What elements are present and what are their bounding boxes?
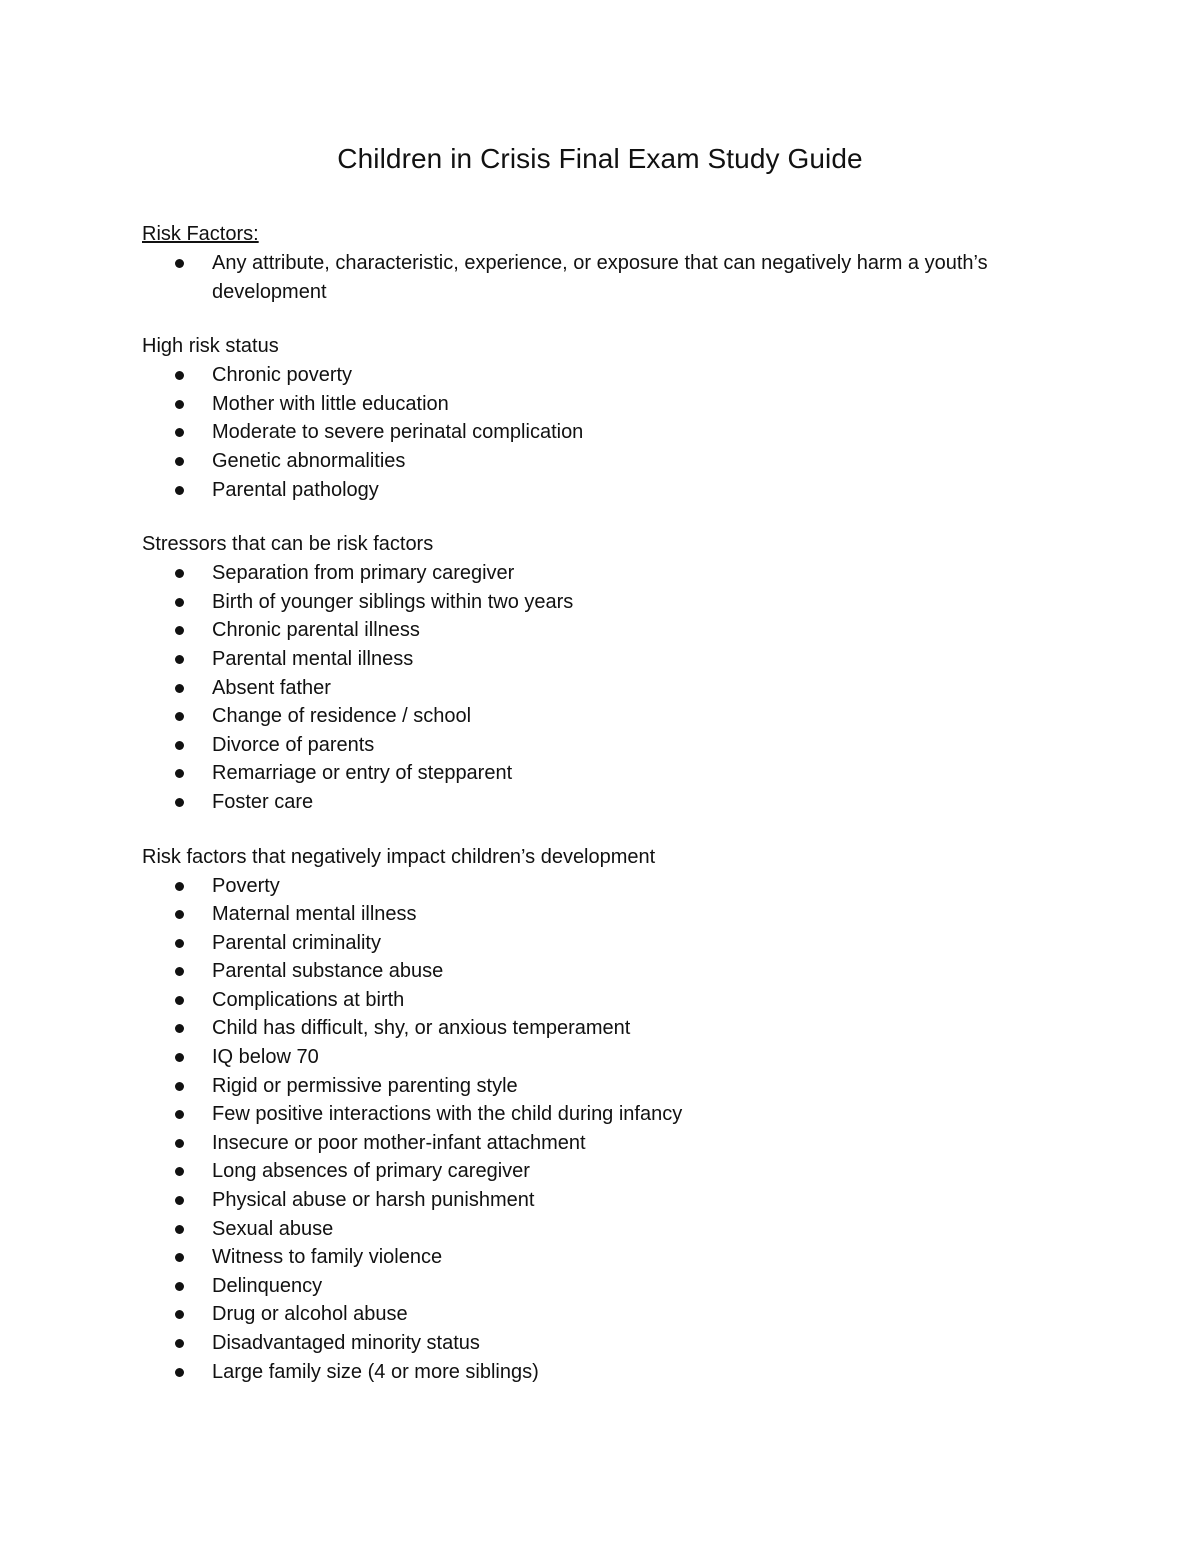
- list-item: [142, 1272, 1082, 1301]
- list-item: [142, 1157, 1082, 1186]
- list-item-text: Chronic poverty: [212, 364, 353, 387]
- bullet-list: [142, 559, 1082, 816]
- bullet-icon: [175, 1196, 184, 1205]
- list-item: [142, 1243, 1082, 1272]
- bullet-icon: [175, 1139, 184, 1148]
- bullet-icon: [175, 428, 184, 437]
- list-item: [142, 1300, 1082, 1329]
- list-item: [142, 1329, 1082, 1358]
- list-item-text: Rigid or permissive parenting style: [212, 1074, 518, 1097]
- bullet-icon: [175, 457, 184, 466]
- list-item: [142, 447, 1082, 476]
- bullet-icon: [175, 996, 184, 1005]
- list-item: [142, 788, 1082, 817]
- list-item-text: Mother with little education: [212, 392, 449, 415]
- list-item-text: Absent father: [212, 676, 331, 699]
- list-item-text: Birth of younger siblings within two years: [212, 590, 574, 613]
- bullet-icon: [175, 1024, 184, 1033]
- bullet-icon: [175, 400, 184, 409]
- list-item-text: Maternal mental illness: [212, 903, 417, 926]
- list-item-text: Moderate to severe perinatal complication: [212, 421, 584, 444]
- list-item-text: Sexual abuse: [212, 1217, 334, 1240]
- list-item: [142, 249, 1082, 306]
- bullet-icon: [175, 1310, 184, 1319]
- list-item: [142, 872, 1082, 901]
- bullet-icon: [175, 655, 184, 664]
- section-high-risk-status: [142, 332, 1082, 504]
- bullet-list: [142, 249, 1082, 306]
- list-item: [142, 559, 1082, 588]
- page-title: Children in Crisis Final Exam Study Guide: [337, 143, 863, 174]
- list-item-text: Large family size (4 or more siblings): [212, 1360, 539, 1383]
- list-item: [142, 645, 1082, 674]
- list-item: [142, 957, 1082, 986]
- list-item-text: Physical abuse or harsh punishment: [212, 1189, 535, 1212]
- list-item-text: Separation from primary caregiver: [212, 562, 515, 585]
- list-item-text: Disadvantaged minority status: [212, 1332, 480, 1354]
- section-heading: Stressors that can be risk factors: [142, 533, 434, 556]
- list-item: [142, 1043, 1082, 1072]
- list-item-text: Parental pathology: [212, 478, 379, 501]
- bullet-icon: [175, 1339, 184, 1348]
- bullet-icon: [175, 798, 184, 807]
- list-item: [142, 1014, 1082, 1043]
- bullet-list: [142, 872, 1082, 1387]
- bullet-icon: [175, 967, 184, 976]
- bullet-icon: [175, 1053, 184, 1062]
- list-item: [142, 674, 1082, 703]
- list-item: [142, 390, 1082, 419]
- list-item: [142, 616, 1082, 645]
- bullet-icon: [175, 598, 184, 607]
- list-item-text: Parental substance abuse: [212, 960, 444, 983]
- list-item-text: Witness to family violence: [212, 1246, 443, 1269]
- bullet-icon: [175, 1167, 184, 1176]
- list-item-text: Remarriage or entry of stepparent: [212, 762, 513, 785]
- list-item-text: Delinquency: [212, 1274, 323, 1297]
- list-item-text: Complications at birth: [212, 988, 405, 1011]
- list-item-text: Foster care: [212, 790, 314, 813]
- bullet-icon: [175, 712, 184, 721]
- list-item: [142, 361, 1082, 390]
- bullet-icon: [175, 259, 184, 268]
- bullet-icon: [175, 1082, 184, 1091]
- bullet-icon: [175, 626, 184, 635]
- list-item-text: Change of residence / school: [212, 705, 472, 728]
- bullet-icon: [175, 741, 184, 750]
- bullet-icon: [175, 1110, 184, 1119]
- list-item-text: IQ below 70: [212, 1046, 319, 1069]
- list-item: [142, 929, 1082, 958]
- list-item-text: Parental criminality: [212, 931, 381, 954]
- bullet-icon: [175, 1368, 184, 1377]
- list-item-text: Divorce of parents: [212, 733, 375, 756]
- bullet-icon: [175, 1282, 184, 1291]
- section-heading: Risk factors that negatively impact children’s development: [142, 845, 656, 868]
- list-item: [142, 1358, 1082, 1387]
- list-item: [142, 1186, 1082, 1215]
- list-item-text: Chronic parental illness: [212, 619, 420, 642]
- list-item: [142, 702, 1082, 731]
- list-item: [142, 759, 1082, 788]
- bullet-icon: [175, 371, 184, 380]
- list-item-text: Drug or alcohol abuse: [212, 1303, 408, 1326]
- bullet-icon: [175, 939, 184, 948]
- bullet-icon: [175, 910, 184, 919]
- list-item-text: Genetic abnormalities: [212, 449, 406, 472]
- section-risk-factors: [142, 220, 1082, 306]
- bullet-icon: [175, 1253, 184, 1262]
- list-item: [142, 1072, 1082, 1101]
- list-item-text: Poverty: [212, 874, 280, 897]
- bullet-icon: [175, 1225, 184, 1234]
- section-negative-impact: [142, 843, 1082, 1387]
- document-body: [142, 220, 1082, 1412]
- list-item: [142, 986, 1082, 1015]
- list-item: [142, 1215, 1082, 1244]
- list-item: [142, 476, 1082, 505]
- list-item-text: Parental mental illness: [212, 647, 414, 670]
- list-item-text: Insecure or poor mother-infant attachment: [212, 1131, 586, 1154]
- bullet-icon: [175, 569, 184, 578]
- list-item: [142, 1100, 1082, 1129]
- bullet-icon: [175, 769, 184, 778]
- list-item-text: Child has difficult, shy, or anxious temperament: [212, 1017, 631, 1040]
- list-item: [142, 588, 1082, 617]
- section-heading: Risk Factors:: [142, 223, 259, 245]
- list-item-text: Any attribute, characteristic, experience, or exposure that can negatively harm a youth’s development: [212, 252, 988, 303]
- list-item: [142, 900, 1082, 929]
- bullet-icon: [175, 684, 184, 693]
- list-item: [142, 731, 1082, 760]
- bullet-icon: [175, 882, 184, 891]
- list-item-text: Few positive interactions with the child during infancy: [212, 1103, 683, 1126]
- list-item: [142, 1129, 1082, 1158]
- bullet-list: [142, 361, 1082, 504]
- bullet-icon: [175, 486, 184, 495]
- section-stressors: [142, 530, 1082, 816]
- list-item: [142, 418, 1082, 447]
- section-heading: High risk status: [142, 335, 279, 358]
- list-item-text: Long absences of primary caregiver: [212, 1160, 530, 1183]
